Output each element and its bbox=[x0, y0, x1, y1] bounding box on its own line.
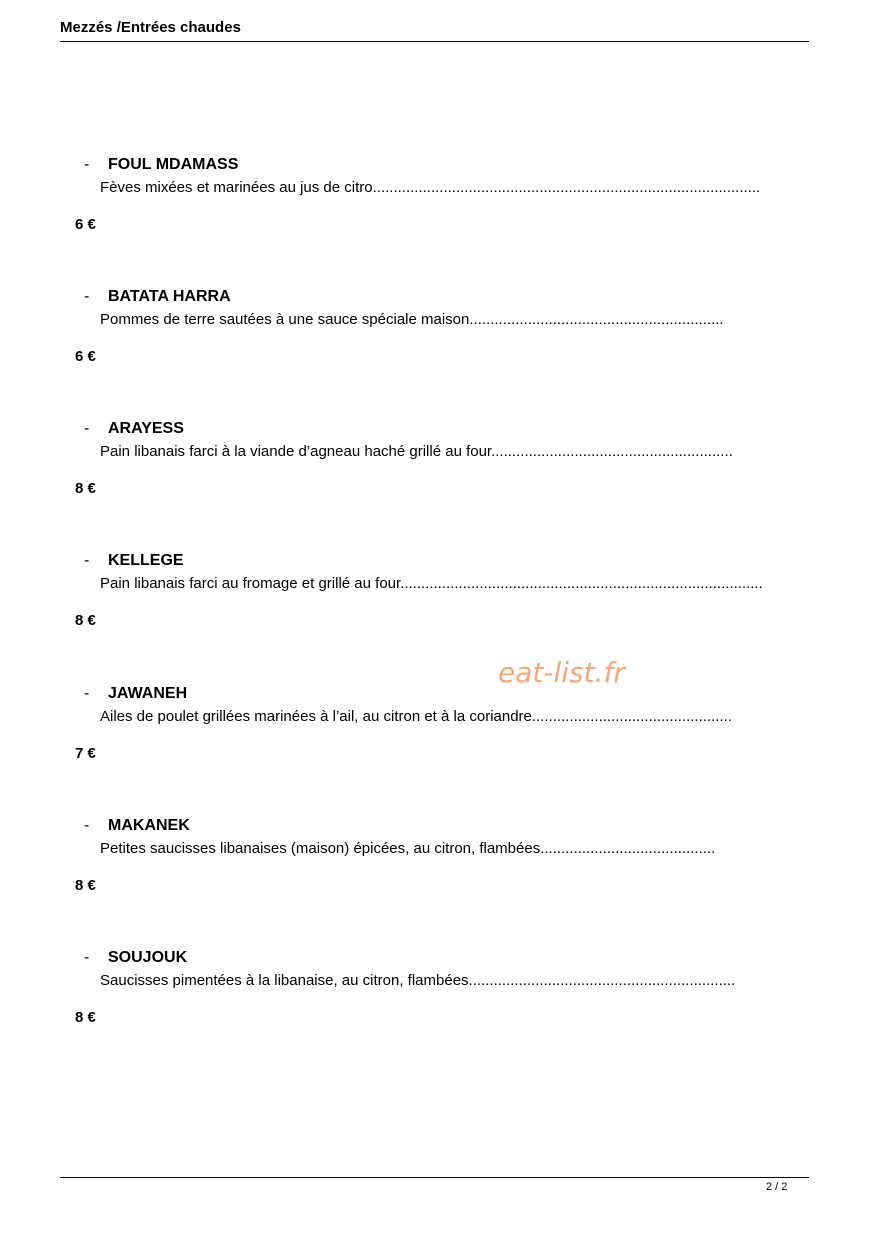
item-name: JAWANEH bbox=[108, 685, 188, 702]
item-name: MAKANEK bbox=[108, 817, 190, 834]
menu-item-soujouk bbox=[0, 949, 870, 1049]
item-bullet: - bbox=[84, 552, 90, 569]
item-price: 8 € bbox=[75, 1009, 96, 1026]
menu-item-kellege bbox=[0, 552, 870, 652]
item-name: KELLEGE bbox=[108, 552, 184, 569]
item-description: Ailes de poulet grillées marinées à l’ail, au citron et à la coriandre................................................ bbox=[100, 708, 732, 725]
item-name: ARAYESS bbox=[108, 420, 184, 437]
item-description: Fèves mixées et marinées au jus de citro............................................................................................. bbox=[100, 179, 761, 196]
menu-item-jawaneh bbox=[0, 685, 870, 785]
item-description: Pain libanais farci au fromage et grillé au four....................................................................................... bbox=[100, 575, 763, 592]
page-title: Mezzés /Entrées chaudes bbox=[60, 19, 241, 36]
item-price: 7 € bbox=[75, 745, 96, 762]
item-price: 8 € bbox=[75, 877, 96, 894]
item-description: Pain libanais farci à la viande d’agneau haché grillé au four.......................................................... bbox=[100, 443, 733, 460]
item-price: 8 € bbox=[75, 612, 96, 629]
item-bullet: - bbox=[84, 817, 90, 834]
menu-item-arayess bbox=[0, 420, 870, 520]
item-name: SOUJOUK bbox=[108, 949, 188, 966]
header-divider bbox=[60, 41, 809, 42]
item-bullet: - bbox=[84, 156, 90, 173]
page-number: 2 / 2 bbox=[766, 1181, 788, 1193]
item-price: 8 € bbox=[75, 480, 96, 497]
item-price: 6 € bbox=[75, 348, 96, 365]
item-description: Petites saucisses libanaises (maison) épicées, au citron, flambées.......................................... bbox=[100, 840, 716, 857]
item-description: Pommes de terre sautées à une sauce spéciale maison............................................................. bbox=[100, 311, 724, 328]
menu-item-makanek bbox=[0, 817, 870, 917]
item-description: Saucisses pimentées à la libanaise, au citron, flambées................................................................ bbox=[100, 972, 736, 989]
item-name: FOUL MDAMASS bbox=[108, 156, 239, 173]
menu-item-foul-mdamass bbox=[0, 156, 870, 256]
menu-item-batata-harra bbox=[0, 288, 870, 388]
footer-divider bbox=[60, 1177, 809, 1178]
item-name: BATATA HARRA bbox=[108, 288, 231, 305]
item-price: 6 € bbox=[75, 216, 96, 233]
item-bullet: - bbox=[84, 685, 90, 702]
watermark-logo: eat-list.fr bbox=[498, 656, 625, 689]
item-bullet: - bbox=[84, 288, 90, 305]
item-bullet: - bbox=[84, 420, 90, 437]
item-bullet: - bbox=[84, 949, 90, 966]
